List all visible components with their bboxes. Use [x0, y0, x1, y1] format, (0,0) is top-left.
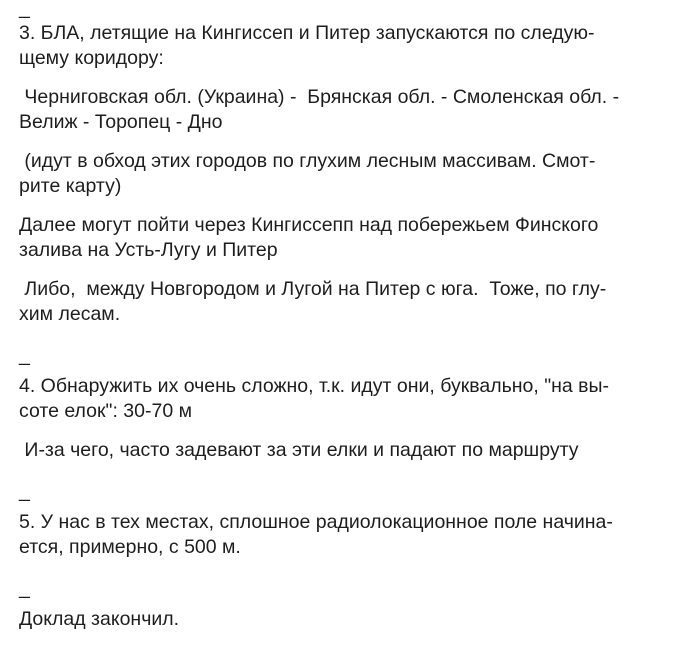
separator-dash: _	[19, 480, 30, 502]
text-line: 5. У нас в тех местах, сплошное радиолокационное поле начина-	[19, 511, 613, 533]
separator-dash: _	[19, 0, 30, 19]
paragraph-4-detection	[19, 374, 659, 424]
text-line: (идут в обход этих городов по глухим лесным массивам. Смот-	[19, 150, 596, 172]
text-line: ется, примерно, с 500 м.	[19, 536, 241, 558]
document-body	[19, 0, 659, 632]
text-line: соте елок": 30-70 м	[19, 400, 192, 422]
separator-dash: _	[19, 577, 30, 599]
text-line: щему коридору:	[19, 47, 164, 69]
text-line: И-за чего, часто задевают за эти елки и падают по маршруту	[19, 439, 579, 461]
paragraph-tree-collisions	[19, 438, 659, 463]
separator-dash: _	[19, 344, 30, 366]
text-line: Либо, между Новгородом и Лугой на Питер с юга. Тоже, по глу-	[19, 278, 607, 300]
text-line: рите карту)	[19, 175, 122, 197]
paragraph-5-radar-field	[19, 510, 659, 560]
text-line: хим лесам.	[19, 303, 121, 325]
paragraph-novgorod-route	[19, 277, 659, 327]
paragraph-forest-bypass	[19, 149, 659, 199]
paragraph-3-uav-corridor	[19, 21, 659, 71]
text-line: залива на Усть-Лугу и Питер	[19, 239, 278, 261]
text-line: Далее могут пойти через Кингиссепп над побережьем Финского	[19, 214, 599, 236]
text-line: 4. Обнаружить их очень сложно, т.к. идут они, буквально, "на вы-	[19, 375, 610, 397]
text-line: Доклад закончил.	[19, 608, 180, 630]
text-line: Черниговская обл. (Украина) - Брянская обл. - Смоленская обл. -	[19, 86, 620, 108]
paragraph-kingisepp-route	[19, 213, 659, 263]
text-line: Велиж - Торопец - Дно	[19, 111, 223, 133]
text-line: 3. БЛА, летящие на Кингиссеп и Питер запускаются по следую-	[19, 22, 595, 44]
paragraph-report-finished	[19, 607, 659, 632]
paragraph-route-regions	[19, 85, 659, 135]
